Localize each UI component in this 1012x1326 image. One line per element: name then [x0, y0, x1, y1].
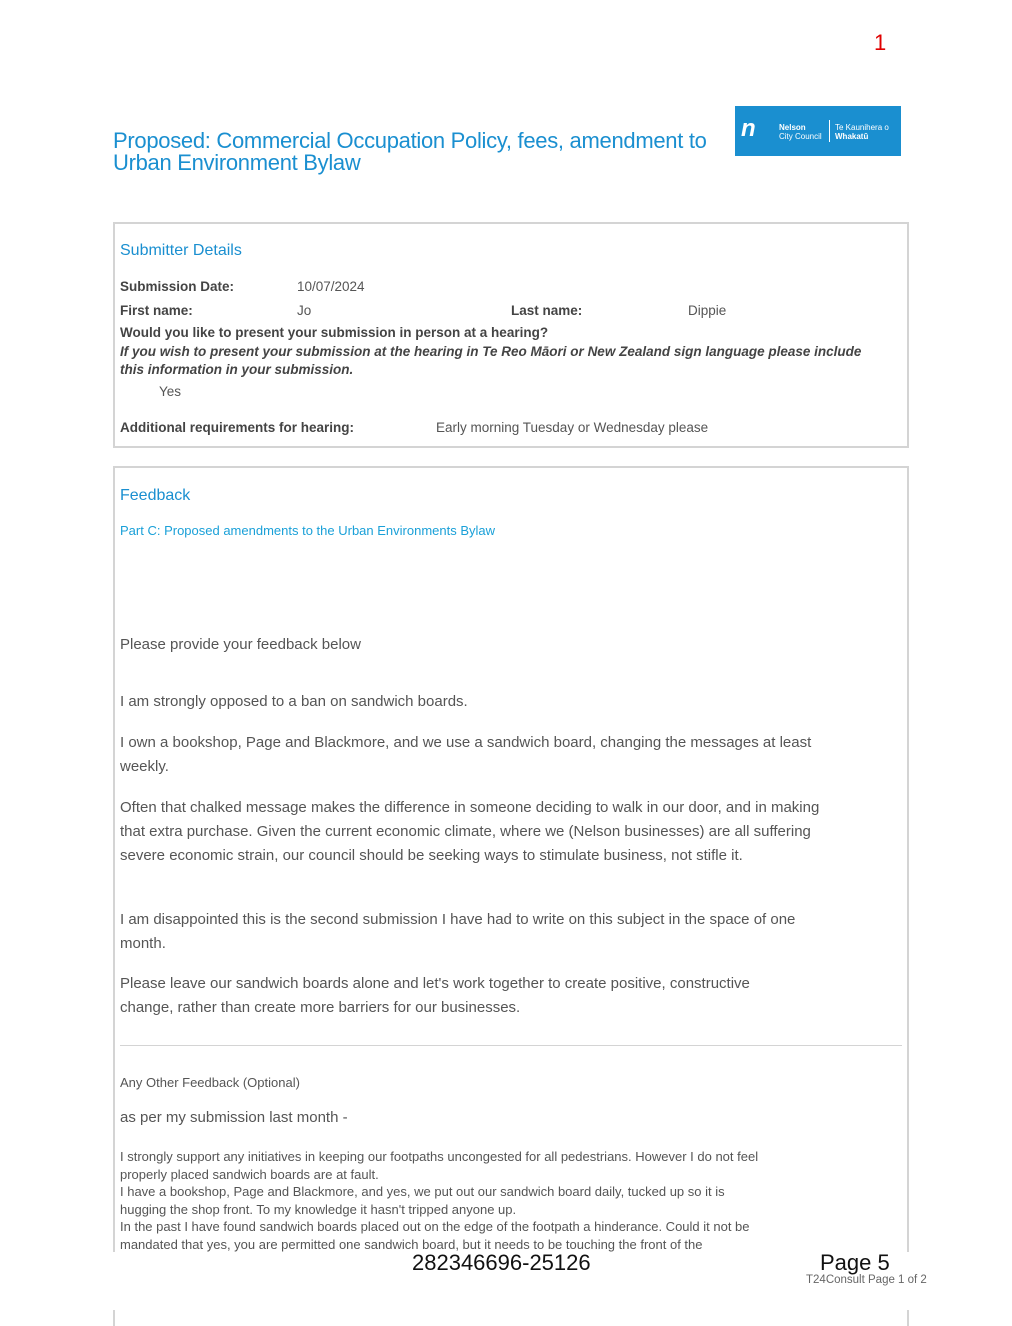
- logo-maori-line2: Whakatū: [835, 132, 869, 141]
- other-feedback-text: I strongly support any initiatives in keeping our footpaths uncongested for all pedestrians. However I do not feel properly placed sandwich boards are at fault. I have a bookshop, Page and Blackmore, and yes, we put out our sandwich board daily, tucked up so it is hugging the shop front. To my knowledge it hasn't tripped anyone up. In the past I have found sandwich boards placed out on the edge of the footpath a hinderance. Could it not be mandated that yes, you are permitted one sandwich board, but it needs to be touching the front of the: [120, 1149, 759, 1252]
- logo-separator: [829, 120, 830, 142]
- logo-org-line2: City Council: [779, 132, 822, 141]
- feedback-paragraph-4: I am disappointed this is the second submission I have had to write on this subject in the space of one month.: [120, 911, 796, 952]
- feedback-paragraph-2: I own a bookshop, Page and Blackmore, and we use a sandwich board, changing the messages at least weekly.: [120, 734, 812, 775]
- feedback-divider: [120, 1045, 902, 1046]
- feedback-paragraph-5: Please leave our sandwich boards alone and let's work together to create positive, constructive change, rather than create more barriers for our businesses.: [120, 975, 750, 1016]
- other-feedback-intro: as per my submission last month -: [120, 1109, 348, 1126]
- council-logo: [735, 106, 901, 156]
- hearing-note-line2: this information in your submission.: [120, 362, 354, 377]
- additional-requirements-value: Early morning Tuesday or Wednesday please: [436, 420, 709, 435]
- feedback-heading: Feedback: [120, 487, 191, 504]
- last-name-label: Last name:: [511, 303, 583, 318]
- other-feedback-label: Any Other Feedback (Optional): [120, 1075, 300, 1090]
- logo-maori-name: [835, 123, 889, 141]
- additional-requirements-label: Additional requirements for hearing:: [120, 420, 355, 435]
- hearing-note-line1: If you wish to present your submission at the hearing in Te Reo Māori or New Zealand sign language please include: [120, 344, 862, 359]
- hearing-answer: Yes: [159, 384, 182, 399]
- logo-org-line1: Nelson: [779, 123, 806, 132]
- submission-id: 282346696-25126: [412, 1250, 591, 1275]
- feedback-paragraph-3: Often that chalked message makes the difference in someone deciding to walk in our door, and in making that extra purchase. Given the current economic climate, where we (Nelson businesses) are all suffering severe economic strain, our council should be seeking ways to stimulate business, not stifle it.: [120, 799, 820, 864]
- hearing-note: [120, 343, 900, 379]
- feedback-prompt: Please provide your feedback below: [120, 636, 361, 653]
- hearing-question: Would you like to present your submission in person at a hearing?: [120, 325, 549, 340]
- footer-meta: T24Consult Page 1 of 2: [806, 1274, 927, 1286]
- feedback-paragraph-1: I am strongly opposed to a ban on sandwich boards.: [120, 693, 468, 710]
- submission-date-value: 10/07/2024: [297, 279, 365, 294]
- document-title: [113, 130, 733, 174]
- submission-date-label: Submission Date:: [120, 279, 235, 294]
- document-title-line1: Proposed: Commercial Occupation Policy, fees, amendment to: [113, 128, 707, 153]
- council-logo-mark-icon: n: [741, 115, 756, 142]
- submitter-details-heading: Submitter Details: [120, 242, 242, 259]
- logo-maori-line1: Te Kaunihera o: [835, 123, 889, 132]
- logo-org-name: [779, 123, 822, 141]
- first-name-label: First name:: [120, 303, 193, 318]
- page-marker: 1: [874, 30, 887, 55]
- page-label: Page 5: [820, 1250, 890, 1275]
- document-title-line2: Urban Environment Bylaw: [113, 150, 361, 175]
- last-name-value: Dippie: [688, 303, 727, 318]
- first-name-value: Jo: [297, 303, 312, 318]
- feedback-part-heading: Part C: Proposed amendments to the Urban Environments Bylaw: [120, 523, 496, 538]
